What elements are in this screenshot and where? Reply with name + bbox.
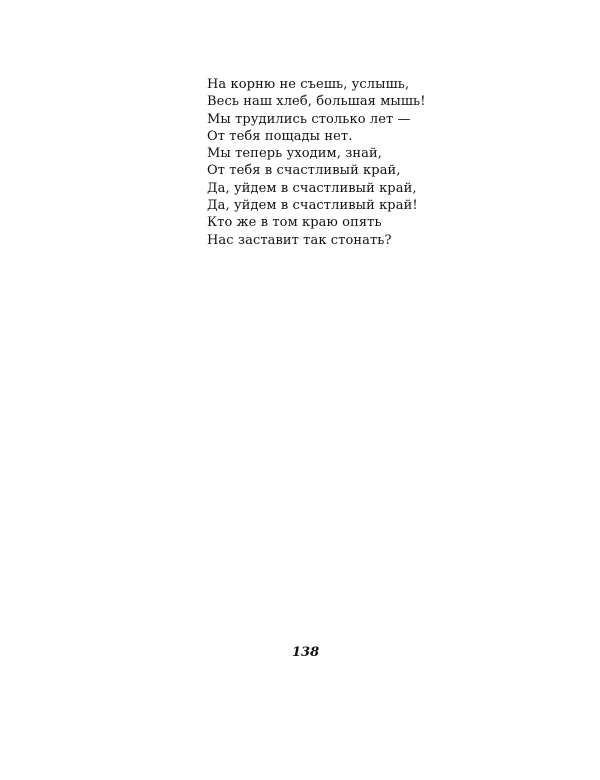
poem-line-3: Мы трудились столько лет — bbox=[207, 111, 411, 127]
poem-line-2: Весь наш хлеб, большая мышь! bbox=[207, 94, 426, 110]
poem-line-5: Мы теперь уходим, знай, bbox=[207, 146, 383, 162]
poem-line-6: От тебя в счастливый край, bbox=[207, 163, 401, 179]
poem-line-1: На корню не съешь, услышь, bbox=[207, 77, 410, 92]
poem-line-8: Да, уйдем в счастливый край! bbox=[207, 198, 418, 214]
poem-stanza bbox=[207, 76, 487, 249]
poem-line-4: От тебя пощады нет. bbox=[207, 128, 353, 144]
page-number: 138 bbox=[292, 645, 320, 660]
poem-line-10: Нас заставит так стонать? bbox=[207, 232, 392, 248]
poem-line-9: Кто же в том краю опять bbox=[207, 215, 382, 231]
poem-line-7: Да, уйдем в счастливый край, bbox=[207, 180, 417, 196]
